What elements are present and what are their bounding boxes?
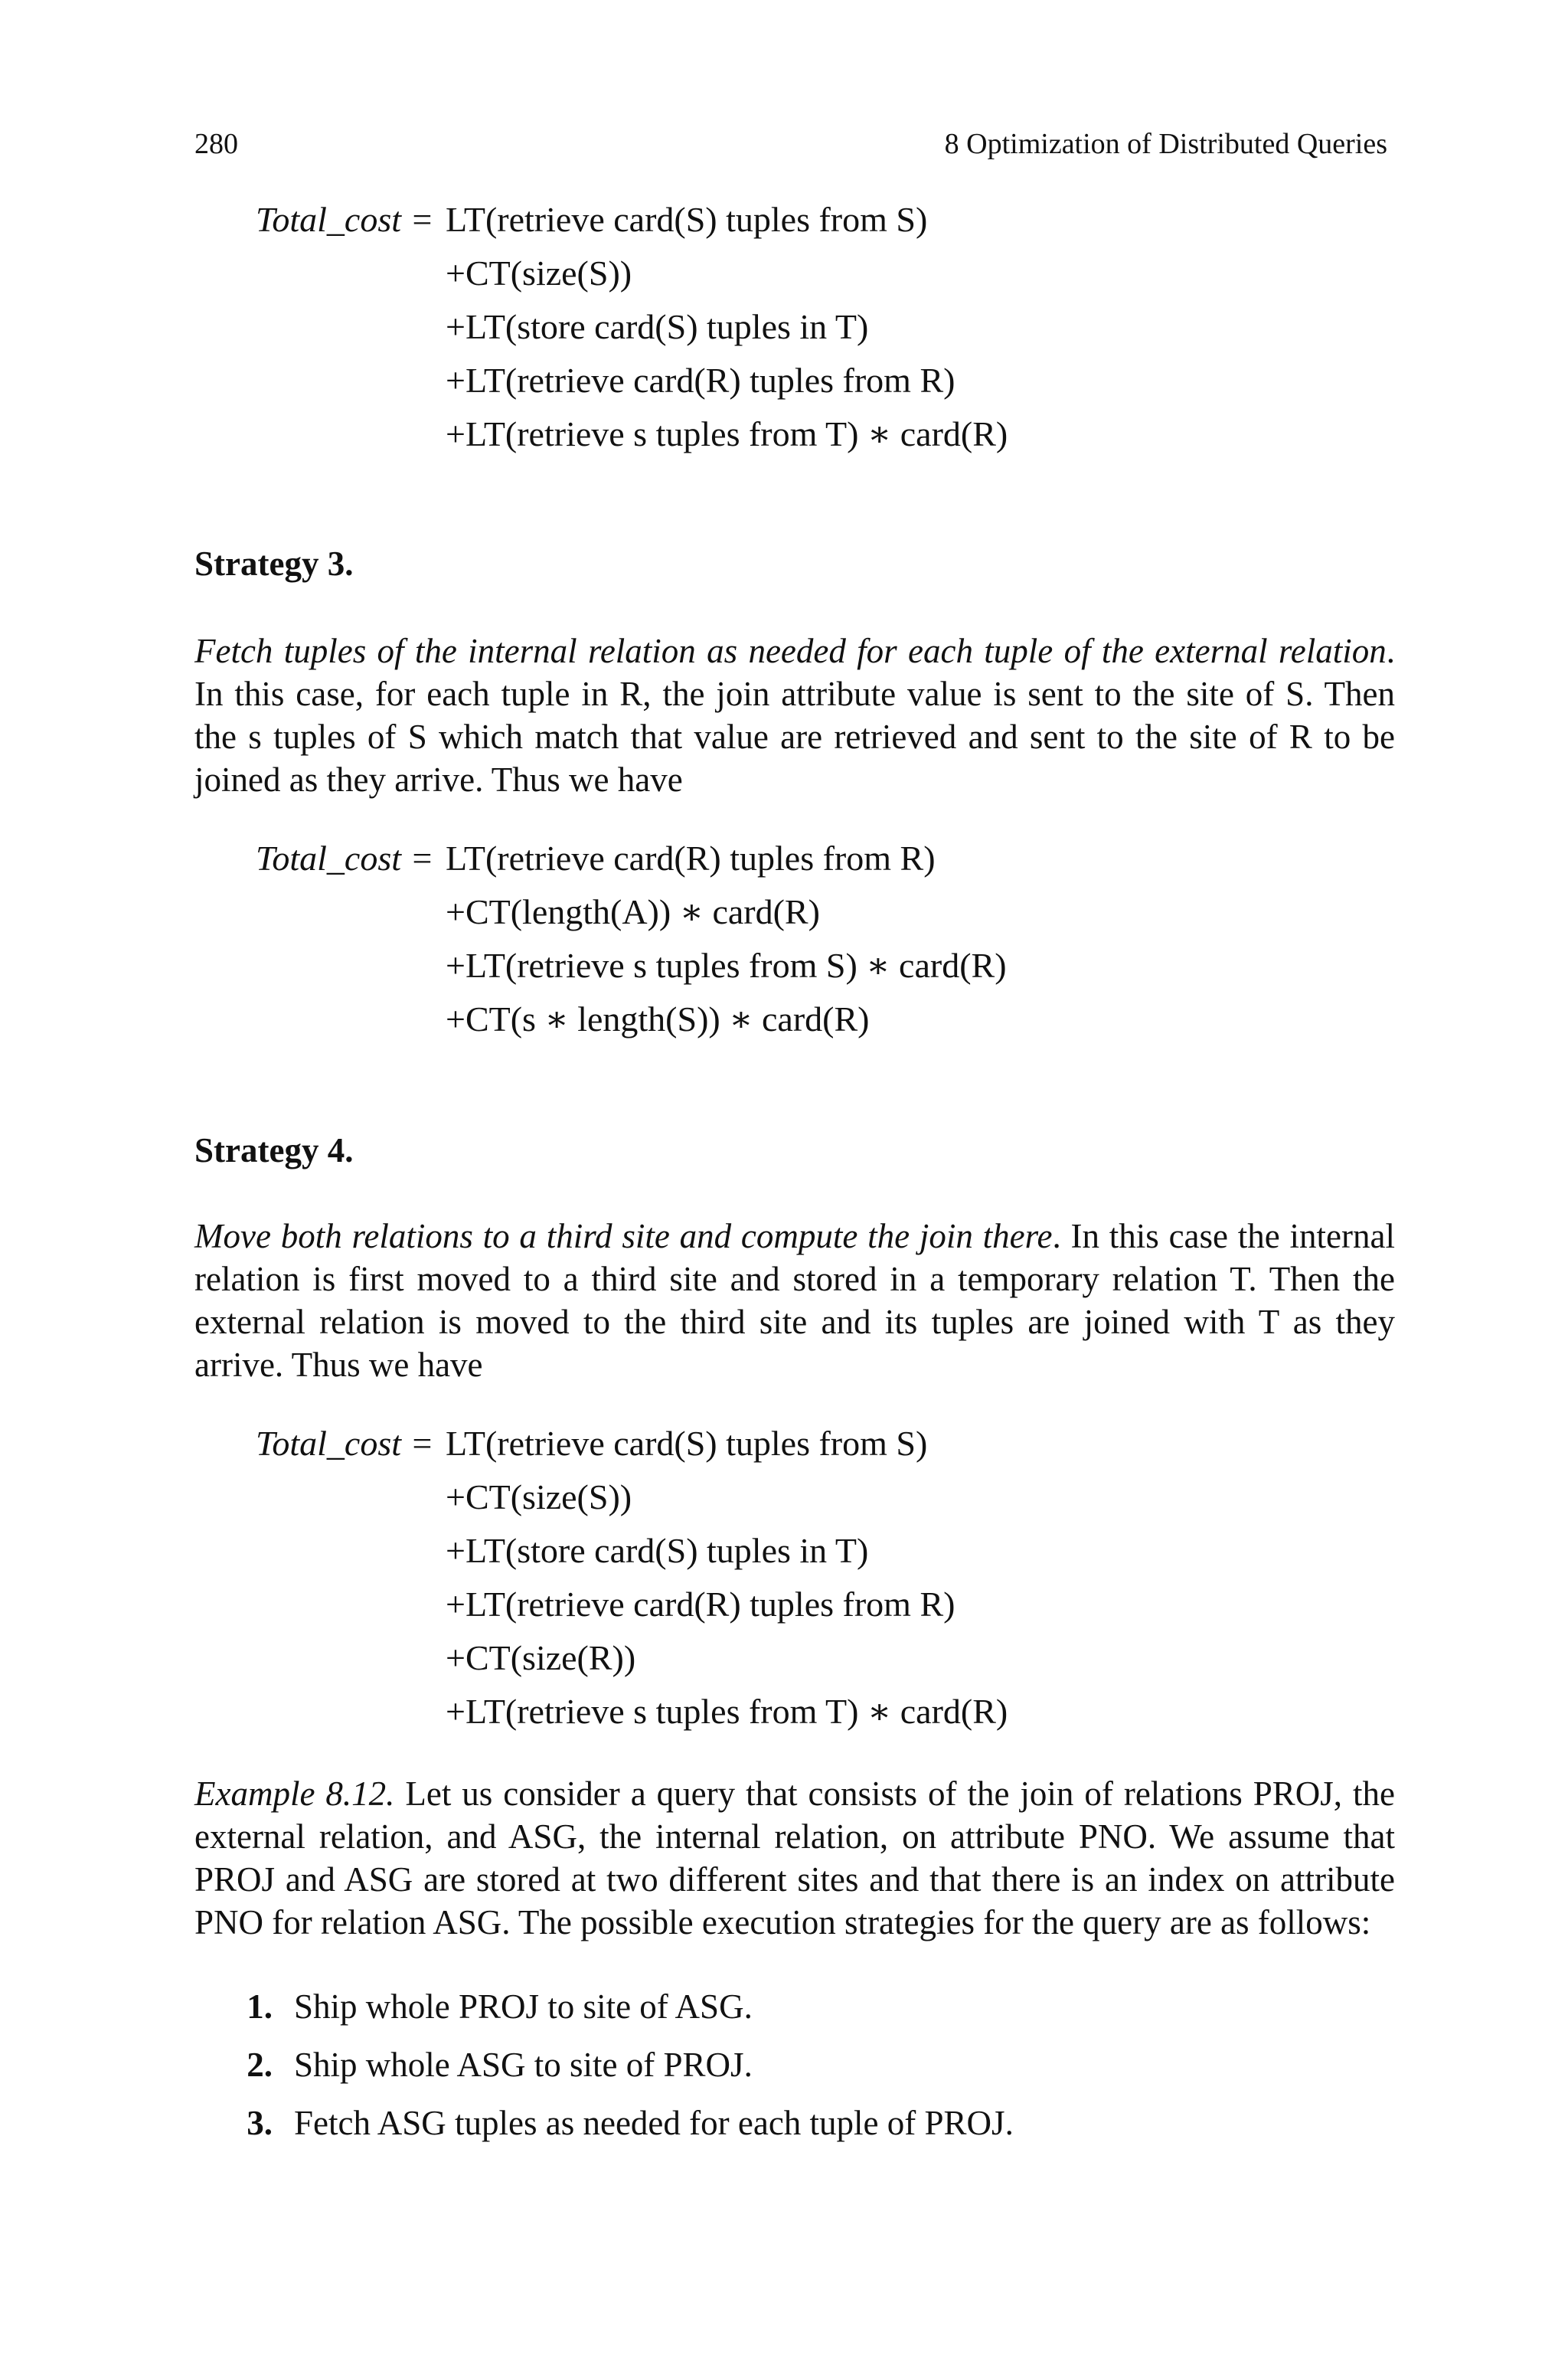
paragraph-line: external relation is moved to the third site and its tuples are joined with T as they (194, 1303, 1395, 1341)
equation-term: LT(retrieve card(R) tuples from R) (446, 839, 936, 878)
equation-term: +LT(retrieve s tuples from T) ∗ card(R) (446, 414, 1008, 453)
paragraph-line: relation is first moved to a third site and stored in a temporary relation T. Then the (194, 1260, 1395, 1298)
list-number: 3. (247, 2104, 273, 2142)
equation-term: LT(retrieve card(S) tuples from S) (446, 1424, 928, 1463)
paragraph-line: arrive. Thus we have (194, 1346, 483, 1384)
paragraph-line: PROJ and ASG are stored at two different sites and that there is an index on attribute (194, 1860, 1395, 1899)
paragraph-text: . In this case the internal (1052, 1217, 1395, 1255)
equation-term: +LT(retrieve card(R) tuples from R) (446, 1585, 956, 1624)
paragraph-line: PNO for relation ASG. The possible execution strategies for the query are as follows: (194, 1903, 1371, 1941)
example-label: Example 8.12. (194, 1775, 395, 1813)
equation-term: +LT(retrieve s tuples from S) ∗ card(R) (446, 946, 1007, 985)
equation-term: +LT(store card(S) tuples in T) (446, 307, 869, 346)
paragraph-line (194, 1215, 1395, 1258)
paragraph-text: . (1386, 632, 1395, 670)
equation-term: +LT(retrieve s tuples from T) ∗ card(R) (446, 1692, 1008, 1731)
equation-term: +LT(retrieve card(R) tuples from R) (446, 361, 956, 400)
list-text: Ship whole ASG to site of PROJ. (294, 2046, 753, 2084)
strategy-4-heading: Strategy 4. (194, 1131, 354, 1169)
equation-term: +CT(s ∗ length(S)) ∗ card(R) (446, 999, 870, 1039)
equation-term: +CT(size(S)) (446, 1477, 632, 1516)
list-text: Ship whole PROJ to site of ASG. (294, 1987, 753, 2026)
paragraph-line: the s tuples of S which match that value are retrieved and sent to the site of R to be (194, 718, 1395, 756)
paragraph-text: Let us consider a query that consists of the join of relations PROJ, the (394, 1775, 1395, 1813)
paragraph-line (194, 630, 1395, 672)
chapter-title: 8 Optimization of Distributed Queries (944, 128, 1387, 160)
equation-term: +CT(length(A)) ∗ card(R) (446, 892, 820, 931)
list-text: Fetch ASG tuples as needed for each tuple of PROJ. (294, 2104, 1014, 2142)
strategy-3-heading: Strategy 3. (194, 545, 354, 583)
equation-lhs: Total_cost = (256, 1424, 434, 1463)
example-paragraph (194, 1772, 1395, 1944)
strategy-4-paragraph (194, 1215, 1395, 1386)
paragraph-line: external relation, and ASG, the internal relation, on attribute PNO. We assume that (194, 1817, 1395, 1856)
page-number: 280 (194, 128, 238, 160)
equation-lhs: Total_cost = (256, 839, 434, 878)
paragraph-line: In this case, for each tuple in R, the join attribute value is sent to the site of S. Then (194, 675, 1395, 713)
strategy-3-paragraph (194, 630, 1395, 801)
equation-term: +LT(store card(S) tuples in T) (446, 1531, 869, 1570)
list-number: 2. (247, 2046, 273, 2084)
equation-term: +CT(size(R)) (446, 1638, 636, 1677)
equation-term: +CT(size(S)) (446, 254, 632, 293)
paragraph-line: joined as they arrive. Thus we have (194, 761, 683, 799)
emphasis-text: Fetch tuples of the internal relation as needed for each tuple of the external relation (194, 632, 1387, 670)
emphasis-text: Move both relations to a third site and compute the join there (194, 1217, 1053, 1255)
equation-lhs: Total_cost = (256, 200, 434, 239)
list-number: 1. (247, 1987, 273, 2026)
equation-term: LT(retrieve card(S) tuples from S) (446, 200, 928, 239)
paragraph-line (194, 1772, 1395, 1815)
